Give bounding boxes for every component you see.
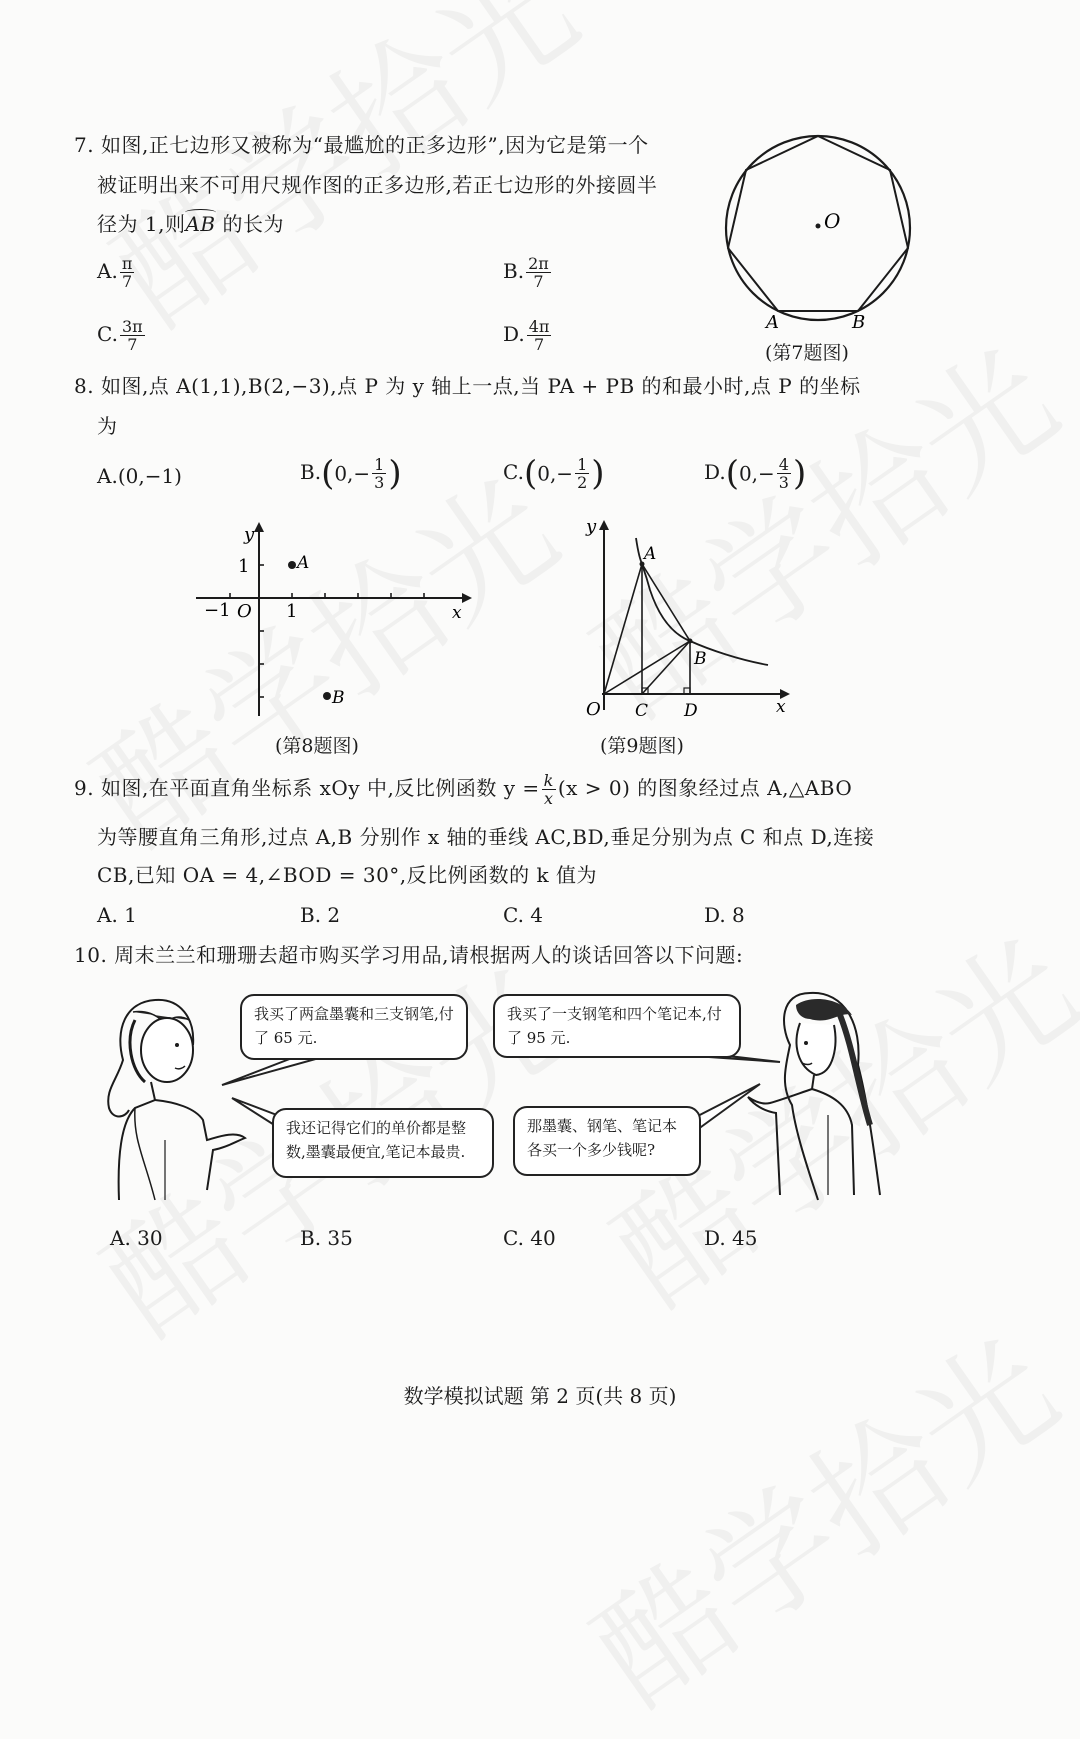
center-label: O bbox=[824, 209, 841, 233]
center-dot bbox=[816, 224, 821, 229]
q10-option-b: B. 35 bbox=[300, 1226, 353, 1250]
point-a-label: A bbox=[297, 553, 310, 573]
q9-line1-pre: 9. 如图,在平面直角坐标系 xOy 中,反比例函数 y = bbox=[74, 776, 540, 800]
q8-line1: 8. 如图,点 A(1,1),B(2,−3),点 P 为 y 轴上一点,当 PA + PB 的和最小时,点 P 的坐标 bbox=[74, 374, 861, 398]
q8-line2: 为 bbox=[97, 414, 118, 438]
point-a-label: A bbox=[766, 312, 779, 333]
watermark bbox=[553, 1288, 1080, 1739]
x-axis-label: x bbox=[776, 697, 786, 717]
q10-option-a: A. 30 bbox=[110, 1226, 163, 1250]
y-axis-label: y bbox=[586, 516, 597, 537]
fraction: $\frac{4\pi}{7}$ bbox=[528, 317, 550, 354]
x-axis-arrow bbox=[462, 593, 472, 603]
y-axis-arrow bbox=[599, 520, 609, 530]
q7-caption: (第7题图) bbox=[765, 342, 849, 364]
point-d-label: D bbox=[684, 701, 698, 721]
q9-hyperbola-figure bbox=[580, 510, 820, 720]
option-text: 0,− bbox=[738, 461, 775, 486]
speech-bubble-1: 我买了两盒墨囊和三支钢笔,付了 65 元. bbox=[240, 994, 468, 1060]
q10-option-c: C. 40 bbox=[503, 1226, 556, 1250]
q7-line2: 被证明出来不可用尺规作图的正多边形,若正七边形的外接圆半 bbox=[97, 173, 658, 197]
q9-option-d: D. 8 bbox=[704, 903, 745, 927]
tick-1-x: 1 bbox=[286, 601, 298, 622]
fraction: $\frac{3\pi}{7}$ bbox=[121, 317, 143, 354]
option-label: A. bbox=[97, 464, 118, 488]
q9-line1-post: (x > 0) 的图象经过点 A,△ABO bbox=[557, 776, 853, 800]
point-b-label: B bbox=[852, 312, 866, 333]
tick-neg1: −1 bbox=[204, 600, 231, 621]
segment-cb bbox=[642, 641, 690, 694]
q7-heptagon-figure bbox=[720, 130, 920, 333]
point-b bbox=[323, 692, 331, 700]
fraction: $\frac{1}{2}$ bbox=[577, 455, 588, 492]
point-b-label: B bbox=[332, 688, 345, 708]
point-a bbox=[288, 561, 296, 569]
origin-label: O bbox=[237, 601, 252, 622]
y-axis-arrow bbox=[254, 522, 264, 532]
option-text: 0,− bbox=[537, 461, 574, 486]
option-label: A. bbox=[97, 259, 118, 283]
q7-option-c bbox=[97, 318, 147, 353]
q9-line2: 为等腰直角三角形,过点 A,B 分别作 x 轴的垂线 AC,BD,垂足分别为点 C 和点 D,连接 bbox=[97, 825, 875, 849]
q10-option-d: D. 45 bbox=[704, 1226, 758, 1250]
option-text: 0,− bbox=[334, 461, 371, 486]
y-axis-label: y bbox=[244, 524, 255, 545]
q10-line1: 10. 周末兰兰和珊珊去超市购买学习用品,请根据两人的谈话回答以下问题: bbox=[74, 943, 744, 967]
q9-option-b: B. 2 bbox=[300, 903, 341, 927]
q9-caption: (第9题图) bbox=[600, 735, 684, 757]
q9-option-c: C. 4 bbox=[503, 903, 544, 927]
option-label: D. bbox=[704, 460, 726, 484]
q9-option-a: A. 1 bbox=[97, 903, 137, 927]
q7-line1: 7. 如图,正七边形又被称为“最尴尬的正多边形”,因为它是第一个 bbox=[74, 133, 649, 157]
option-text: (0,−1) bbox=[117, 464, 182, 488]
page-footer: 数学模拟试题 第 2 页(共 8 页) bbox=[403, 1384, 677, 1408]
q9-line3: CB,已知 OA = 4,∠BOD = 30°,反比例函数的 k 值为 bbox=[97, 863, 597, 887]
speech-bubble-3: 我买了一支钢笔和四个笔记本,付了 95 元. bbox=[493, 994, 741, 1058]
point-c-label: C bbox=[635, 701, 649, 721]
q7-line3-pre: 径为 1,则 bbox=[97, 212, 186, 236]
q8-option-b: B.(0,− $\frac{1}{3}$ ) bbox=[300, 453, 402, 494]
q8-option-d: D.(0,− $\frac{4}{3}$ ) bbox=[704, 453, 807, 494]
speech-bubble-2: 我还记得它们的单价都是整数,墨囊最便宜,笔记本最贵. bbox=[272, 1108, 494, 1178]
point-b-label: B bbox=[694, 649, 707, 669]
speech-bubble-4: 那墨囊、钢笔、笔记本各买一个多少钱呢? bbox=[513, 1106, 701, 1176]
q8-option-c: C.(0,− $\frac{1}{2}$ ) bbox=[503, 453, 605, 494]
q9-line1 bbox=[74, 772, 852, 807]
q7-line3 bbox=[97, 211, 284, 237]
option-label: B. bbox=[300, 460, 322, 484]
q7-option-a bbox=[97, 255, 136, 290]
fraction: $\frac{4}{3}$ bbox=[778, 455, 789, 492]
point-a-label: A bbox=[644, 544, 657, 564]
fraction-k-over-x: $\frac{k}{x}$ bbox=[543, 771, 554, 808]
option-label: C. bbox=[503, 460, 524, 484]
q7-option-b bbox=[503, 255, 553, 290]
fraction: $\frac{\pi}{7}$ bbox=[121, 254, 133, 291]
tick-1-y: 1 bbox=[238, 556, 250, 577]
segment-ab bbox=[642, 564, 690, 641]
q8-coordinate-figure bbox=[190, 520, 490, 730]
q8-caption: (第8题图) bbox=[275, 735, 359, 757]
q7-line3-post: 的长为 bbox=[222, 212, 284, 236]
option-label: B. bbox=[503, 259, 525, 283]
origin-label: O bbox=[586, 699, 601, 720]
option-label: D. bbox=[503, 322, 525, 346]
fraction: $\frac{2\pi}{7}$ bbox=[528, 254, 549, 291]
q8-option-a bbox=[97, 463, 182, 489]
option-label: C. bbox=[97, 322, 118, 346]
q7-option-d bbox=[503, 318, 553, 353]
q7-arc-ab: AB bbox=[185, 212, 216, 236]
fraction: $\frac{1}{3}$ bbox=[374, 455, 385, 492]
x-axis-label: x bbox=[452, 603, 462, 623]
